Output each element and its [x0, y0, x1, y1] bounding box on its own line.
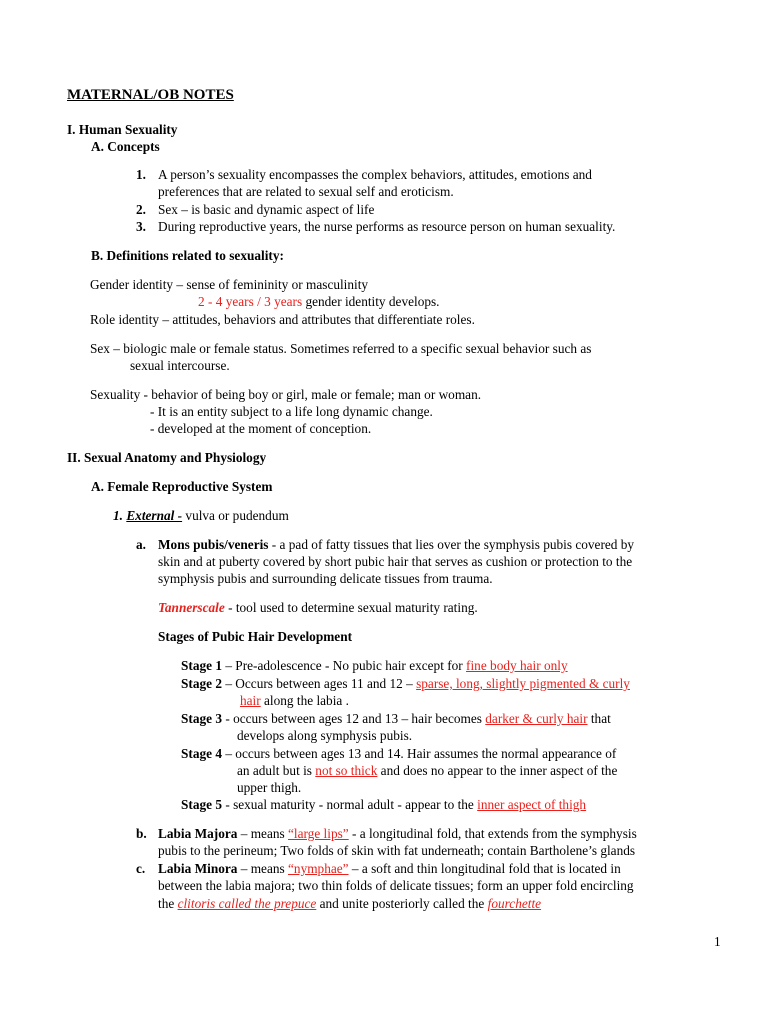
stage-1-text: – Pre-adolescence - No pubic hair except for — [222, 658, 467, 673]
stage-5-highlight: inner aspect of thigh — [477, 797, 587, 812]
labia-minora-line3-mid: and unite posteriorly called the — [316, 896, 488, 911]
stage-2-line1 — [181, 676, 630, 692]
sexuality-line1: Sexuality - behavior of being boy or girl, male or female; man or woman. — [90, 387, 482, 402]
labia-majora-pre: – means — [237, 826, 288, 841]
stage-5-text: - sexual maturity - normal adult - appear to the — [222, 797, 478, 812]
tannerscale-line — [158, 600, 478, 616]
external-line — [113, 508, 289, 524]
labia-minora-pre: – means — [237, 861, 289, 876]
stage-1-highlight: fine body hair only — [466, 658, 568, 673]
sexuality-line3: - developed at the moment of conception. — [150, 421, 372, 436]
stage-3-text-2: that — [587, 711, 611, 726]
labia-minora-letter: c. — [136, 861, 146, 876]
tannerscale-rest: - tool used to determine sexual maturity rating. — [224, 600, 478, 615]
section-2-heading: II. Sexual Anatomy and Physiology — [67, 450, 267, 465]
concepts-heading: A. Concepts — [91, 139, 160, 154]
labia-majora-term: Labia Majora — [158, 826, 238, 841]
stage-3-line1 — [181, 711, 611, 727]
stage-5-label: Stage 5 — [181, 797, 222, 812]
stage-4-line2 — [237, 763, 617, 779]
stage-4-pre: an adult but is — [237, 763, 316, 778]
labia-minora-term: Labia Minora — [158, 861, 238, 876]
labia-majora-highlight: “large lips” — [288, 826, 349, 841]
labia-minora-line3 — [158, 896, 541, 912]
sex-definition-line2: sexual intercourse. — [130, 358, 230, 373]
page-title: MATERNAL/OB NOTES — [67, 87, 234, 103]
stage-2-text-2: along the labia . — [260, 693, 349, 708]
labia-majora-line1 — [158, 826, 637, 842]
stage-2-line2 — [240, 693, 349, 709]
stage-3-label: Stage 3 — [181, 711, 222, 726]
concept-3-text: During reproductive years, the nurse performs as resource person on human sexuality. — [158, 219, 616, 234]
external-num: 1. — [113, 508, 123, 523]
role-identity-line: Role identity – attitudes, behaviors and attributes that differentiate roles. — [90, 312, 475, 327]
concept-1-line1: A person’s sexuality encompasses the complex behaviors, attitudes, emotions and — [158, 167, 592, 182]
mons-line1 — [158, 537, 634, 553]
definitions-heading: B. Definitions related to sexuality: — [91, 248, 284, 263]
external-rest: vulva or pudendum — [182, 508, 289, 523]
labia-minora-line2: between the labia majora; two thin folds of delicate tissues; form an upper fold encircling — [158, 878, 634, 893]
mons-line1-text: - a pad of fatty tissues that lies over the symphysis pubis covered by — [268, 537, 635, 552]
stage-2-highlight-1: sparse, long, slightly pigmented & curly — [416, 676, 630, 691]
labia-minora-line1 — [158, 861, 621, 877]
stage-4-post: and does no appear to the inner aspect of the — [377, 763, 618, 778]
labia-majora-letter: b. — [136, 826, 147, 841]
page-number: 1 — [714, 934, 721, 949]
stage-3-text: - occurs between ages 12 and 13 – hair becomes — [222, 711, 486, 726]
tannerscale-term: Tannerscale — [158, 600, 225, 615]
labia-minora-post: – a soft and thin longitudinal fold that is located in — [348, 861, 621, 876]
concept-1-num: 1. — [136, 167, 146, 182]
stage-4-label: Stage 4 — [181, 746, 222, 761]
gender-identity-line: Gender identity – sense of femininity or masculinity — [90, 277, 369, 292]
section-1-heading: I. Human Sexuality — [67, 122, 178, 137]
concept-2-num: 2. — [136, 202, 146, 217]
stage-4-highlight: not so thick — [315, 763, 378, 778]
female-reproductive-heading: A. Female Reproductive System — [91, 479, 273, 494]
stage-3-highlight: darker & curly hair — [485, 711, 588, 726]
mons-line3: symphysis pubis and surrounding delicate tissues from trauma. — [158, 571, 493, 586]
concept-1-line2: preferences that are related to sexual self and eroticism. — [158, 184, 454, 199]
external-label: External - — [126, 508, 183, 523]
gender-identity-age-rest: gender identity develops. — [302, 294, 440, 309]
stage-4-text: – occurs between ages 13 and 14. Hair assumes the normal appearance of — [222, 746, 617, 761]
stage-3-line2: develops along symphysis pubis. — [237, 728, 413, 743]
concept-3-num: 3. — [136, 219, 146, 234]
mons-letter: a. — [136, 537, 146, 552]
stage-2-label: Stage 2 — [181, 676, 222, 691]
mons-line2: skin and at puberty covered by short pubic hair that serves as cushion or protection to the — [158, 554, 633, 569]
gender-identity-age: 2 - 4 years / 3 years — [198, 294, 303, 309]
concept-2-text: Sex – is basic and dynamic aspect of life — [158, 202, 375, 217]
labia-majora-post: - a longitudinal fold, that extends from the symphysis — [348, 826, 637, 841]
clitoris-highlight: clitoris called the prepuce — [177, 896, 317, 911]
mons-term: Mons pubis/veneris — [158, 537, 269, 552]
sexuality-line2: - It is an entity subject to a life long dynamic change. — [150, 404, 433, 419]
labia-minora-line3-pre: the — [158, 896, 178, 911]
gender-identity-age-line — [198, 294, 440, 310]
stage-4-line3: upper thigh. — [237, 780, 302, 795]
stage-4-line1 — [181, 746, 616, 762]
sex-definition-line1: Sex – biologic male or female status. Sometimes referred to a specific sexual behavior such as — [90, 341, 592, 356]
stage-5-line — [181, 797, 586, 813]
labia-minora-highlight: “nymphae” — [288, 861, 349, 876]
stage-1-label: Stage 1 — [181, 658, 222, 673]
labia-majora-line2: pubis to the perineum; Two folds of skin with fat underneath; contain Bartholene’s glands — [158, 843, 636, 858]
stage-2-text: – Occurs between ages 11 and 12 – — [222, 676, 417, 691]
stage-2-highlight-2: hair — [240, 693, 261, 708]
stages-heading: Stages of Pubic Hair Development — [158, 629, 353, 644]
fourchette-highlight: fourchette — [487, 896, 542, 911]
stage-1-line — [181, 658, 568, 674]
